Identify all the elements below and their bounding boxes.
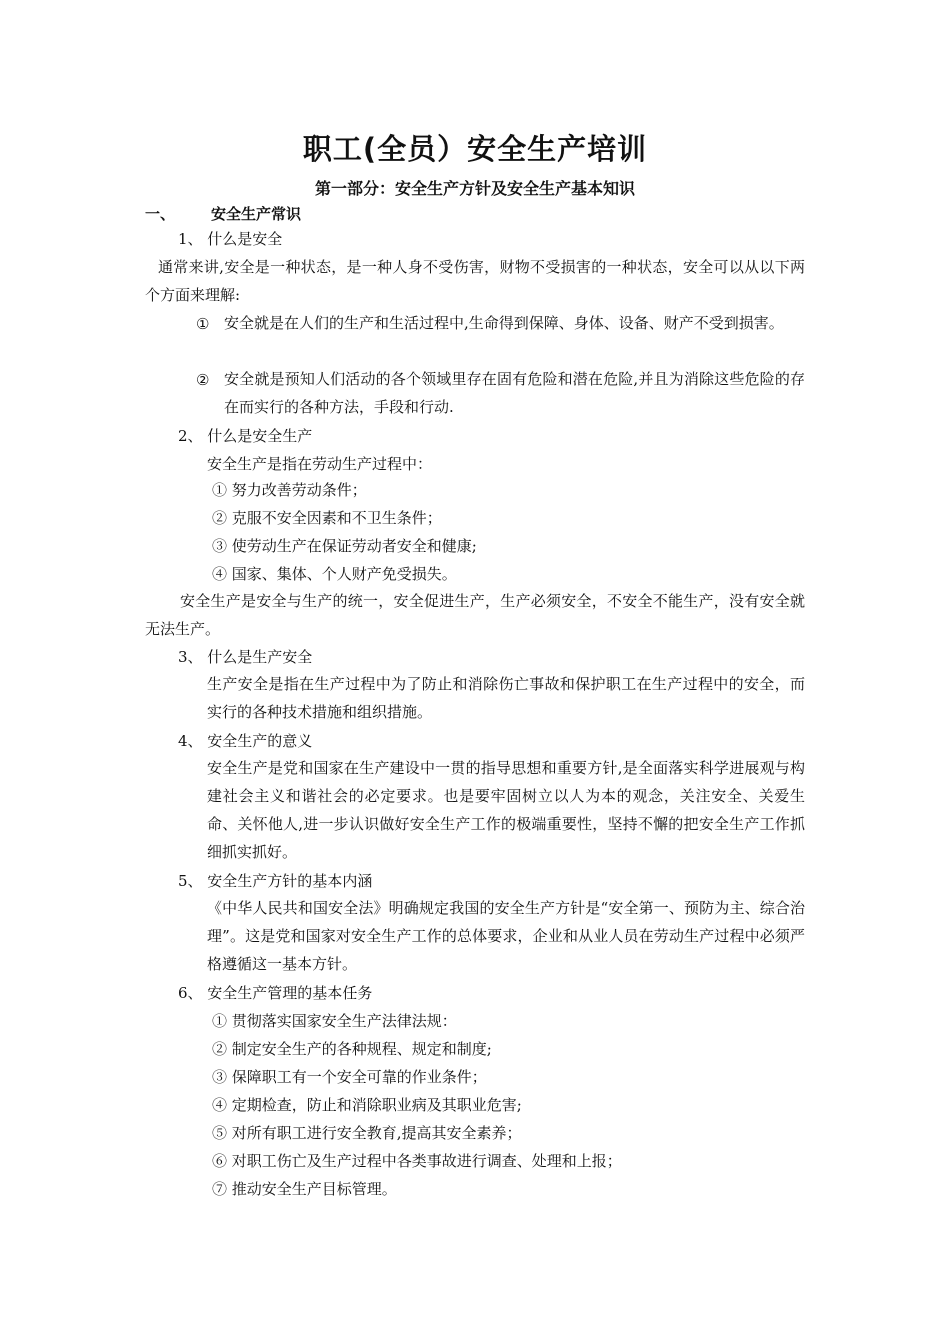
list-item: ① 努力改善劳动条件； <box>212 481 367 499</box>
list-item: ⑤ 对所有职工进行安全教育,提高其安全素养； <box>212 1124 522 1142</box>
list-item: ② 克服不安全因素和不卫生条件； <box>212 509 442 527</box>
bullet-text: 安全就是预知人们活动的各个领域里存在固有危险和潜在危险,并且为消除这些危险的存在而实行的各种方法，手段和行动. <box>224 370 805 416</box>
document-title: 职工(全员）安全生产培训 <box>302 132 648 166</box>
section-heading <box>145 203 301 224</box>
list-item: ① 贯彻落实国家安全生产法律法规： <box>212 1012 457 1030</box>
list-item: ⑥ 对职工伤亡及生产过程中各类事故进行调查、处理和上报； <box>212 1152 622 1170</box>
item-heading-4: 4、 安全生产的意义 <box>178 732 313 750</box>
list-item: ③ 使劳动生产在保证劳动者安全和健康; <box>212 537 477 555</box>
bullet-marker: ② <box>196 371 210 389</box>
paragraph-text: 安全生产是党和国家在生产建设中一贯的指导思想和重要方针,是全面落实科学进展观与构建社会主义和谐社会的必定要求。也是要牢固树立以人为本的观念，关注安全、关爱生命、关怀他人,进一步认识做好安全生产工作的极端重要性，坚持不懈的把安全生产工作抓细抓实抓好。 <box>207 759 805 861</box>
paragraph-text: 安全生产是指在劳动生产过程中： <box>207 455 433 473</box>
list-item: ④ 国家、集体、个人财产免受损失。 <box>212 565 457 583</box>
paragraph-safety-intro: 通常来讲,安全是一种状态，是一种人身不受伤害，财物不受损害的一种状态，安全可以从以下两个方面来理解: <box>145 258 805 304</box>
paragraph-text: 生产安全是指在生产过程中为了防止和消除伤亡事故和保护职工在生产过程中的安全，而实行的各种技术措施和组织措施。 <box>207 675 805 721</box>
list-item: ⑦ 推动安全生产目标管理。 <box>212 1180 397 1198</box>
part-title: 第一部分：安全生产方针及安全生产基本知识 <box>314 179 635 198</box>
paragraph-summary: 安全生产是安全与生产的统一，安全促进生产，生产必须安全，不安全不能生产，没有安全就无法生产。 <box>145 592 805 638</box>
item-heading-2: 2、 什么是安全生产 <box>178 427 313 445</box>
bullet-marker: ① <box>196 315 210 333</box>
bullet-text: 安全就是在人们的生产和生活过程中,生命得到保障、身体、设备、财产不受到损害。 <box>224 314 784 332</box>
section-label: 安全生产常识 <box>211 205 302 223</box>
section-number: 一、 <box>145 205 176 223</box>
list-item: ④ 定期检查，防止和消除职业病及其职业危害; <box>212 1096 522 1114</box>
item-heading-3: 3、 什么是生产安全 <box>178 648 313 666</box>
list-item: ② 制定安全生产的各种规程、规定和制度; <box>212 1040 492 1058</box>
item-heading-1: 1、 什么是安全 <box>178 230 283 248</box>
item-heading-5: 5、 安全生产方针的基本内涵 <box>178 872 373 890</box>
item-heading-6: 6、 安全生产管理的基本任务 <box>178 984 373 1002</box>
paragraph-text: 《中华人民共和国安全法》明确规定我国的安全生产方针是“安全第一、预防为主、综合治理”。这是党和国家对安全生产工作的总体要求，企业和从业人员在劳动生产过程中必须严格遵循这一基本方针。 <box>207 899 805 973</box>
list-item: ③ 保障职工有一个安全可靠的作业条件； <box>212 1068 487 1086</box>
